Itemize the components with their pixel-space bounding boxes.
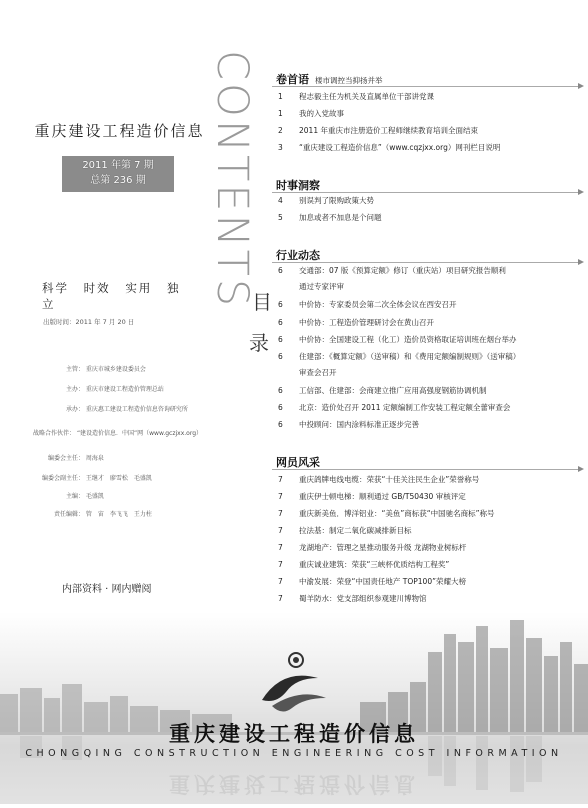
footer-english-title: CHONGQING CONSTRUCTION ENGINEERING COST INFORMATION	[25, 748, 563, 759]
toc-page: 6	[278, 352, 283, 361]
editor-row	[36, 491, 104, 500]
toc-title: 北京：造价处召开 2011 定额编制工作安装工程定额全蕾审查会	[299, 403, 511, 412]
toc-page: 6	[278, 300, 283, 309]
partner-key: 战略合作伙伴：	[33, 430, 76, 437]
toc-title: 重庆鸽牌电线电缆：荣获“十佳关注民生企业”荣誉称号	[299, 475, 480, 484]
editor-key: 主编：	[65, 493, 84, 500]
toc-title: 交通部：07 版《预算定额》修订（重庆站）项目研究报告顺利	[299, 266, 506, 275]
toc-title: 2011 年重庆市注册造价工程师继续教育培训全面结束	[299, 126, 478, 135]
toc-title: 龙湖地产：管理之星推动服务升级 龙湖物业树标杆	[299, 543, 467, 552]
toc-page: 7	[278, 526, 283, 535]
toc-title: 重庆伊士顿电梯：顺利通过 GB/T50430 审核评定	[299, 492, 466, 501]
section-heading	[276, 247, 320, 263]
masthead-value: 重庆市城乡建设委员会	[85, 366, 146, 373]
masthead-row	[60, 404, 188, 413]
toc-page: 2	[278, 126, 283, 135]
toc-title: 拉法基：制定二氧化碳减排新目标	[299, 526, 412, 535]
section-title: 网员风采	[276, 456, 320, 469]
toc-title: 中价协：全国建设工程（化工）造价员资格取证培训班在烟台举办	[299, 335, 517, 344]
section-subtitle: 楼市调控当抑扬并举	[315, 76, 383, 85]
toc-title: 工信部、住建部：会商建立推广应用高强度钢筋协调机制	[299, 386, 487, 395]
section-divider	[272, 262, 582, 263]
toc-page: 7	[278, 475, 283, 484]
masthead-key: 主办：	[65, 386, 84, 393]
partner-row	[33, 428, 202, 437]
toc-title: 中投顾问：国内涂料标准正逐步完善	[299, 420, 419, 429]
motto-word: 科学	[42, 281, 69, 295]
issue-badge	[62, 156, 174, 192]
contents-heading: CONTENTS	[207, 50, 257, 310]
editor-value: 管 宙 李飞飞 王力柱	[85, 511, 152, 518]
toc-title: 住建部：《概算定额》（送审稿）和《费用定额编制规则》（送审稿）	[299, 352, 521, 361]
mulu-char: 目	[252, 290, 272, 314]
section-divider	[272, 86, 582, 87]
editor-key: 编委会主任：	[47, 455, 84, 462]
toc-title: 加息或者不加息是个问题	[299, 213, 382, 222]
footer-title-reflection: 重庆建设工程造价信息	[169, 772, 419, 796]
toc-page: 4	[278, 196, 283, 205]
toc-page: 6	[278, 403, 283, 412]
editor-value: 王继才 廖雪松 毛盛凯	[85, 475, 152, 482]
motto	[42, 280, 192, 312]
section-title: 时事洞察	[276, 179, 320, 192]
masthead-key: 主管：	[65, 366, 84, 373]
magazine-title: 重庆建设工程造价信息	[34, 122, 205, 140]
toc-title-continued: 审查会召开	[299, 368, 337, 377]
section-divider	[272, 192, 582, 193]
masthead-value: 重庆市建设工程造价管理总站	[85, 386, 164, 393]
mulu-char: 录	[249, 331, 269, 355]
motto-word: 实用	[125, 281, 153, 295]
issue-number: 2011 年第 7 期	[82, 160, 154, 171]
toc-page: 6	[278, 266, 283, 275]
toc-page: 7	[278, 594, 283, 603]
footer-chinese-title: 重庆建设工程造价信息	[169, 722, 419, 746]
editor-value: 周海泉	[85, 455, 104, 462]
toc-page: 1	[278, 92, 283, 101]
partner-value: “建设造价信息．中国”网（www.gczjxx.org）	[76, 430, 203, 437]
toc-title: “重庆建设工程造价信息”（www.cqzjxx.org）网刊栏目说明	[299, 143, 501, 152]
toc-title: 程志毅主任为机关及直属单位干部讲党课	[299, 92, 434, 101]
masthead-key: 承办：	[65, 406, 84, 413]
section-title: 行业动态	[276, 249, 320, 262]
toc-title-continued: 通过专家评审	[299, 282, 344, 291]
toc-page: 7	[278, 509, 283, 518]
toc-page: 7	[278, 577, 283, 586]
publisher-logo-icon	[262, 653, 326, 712]
toc-page: 1	[278, 109, 283, 118]
masthead-value: 重庆惠工建设工程造价信息咨询研究所	[85, 406, 188, 413]
toc-page: 5	[278, 213, 283, 222]
motto-word: 时效	[83, 281, 111, 295]
editor-key: 编委会副主任：	[41, 475, 84, 482]
toc-title: 重庆新美鱼．博洋铝业：“美鱼”商标获“中国驰名商标”称号	[299, 509, 495, 518]
editor-key: 责任编辑：	[53, 511, 84, 518]
internal-circulation-note: 内部资料 · 网内赠阅	[62, 584, 152, 595]
toc-page: 3	[278, 143, 283, 152]
toc-page: 6	[278, 386, 283, 395]
toc-page: 7	[278, 492, 283, 501]
editor-value: 毛盛凯	[85, 493, 104, 500]
toc-title: 重庆诚业建筑：荣获“三峡杯优质结构工程奖”	[299, 560, 450, 569]
masthead-row	[60, 364, 146, 373]
toc-title: 我的入党故事	[299, 109, 344, 118]
toc-page: 7	[278, 543, 283, 552]
section-divider	[272, 469, 582, 470]
toc-title: 别误判了限购政策大势	[299, 196, 374, 205]
toc-title: 中价协：工程造价管理研讨会在黄山召开	[299, 318, 434, 327]
motto-word: 独立	[42, 281, 181, 311]
masthead-row	[60, 384, 164, 393]
section-heading	[276, 71, 383, 87]
toc-title: 中价协：专家委员会第二次全体会议在西安召开	[299, 300, 457, 309]
toc-page: 7	[278, 560, 283, 569]
toc-title: 中渝发展：荣登“中国责任地产 TOP100”荣耀大榜	[299, 577, 466, 586]
publication-date: 出版时间：2011 年 7 月 20 日	[43, 318, 135, 326]
toc-title: 蜀羊防水：党支部组织参观建川博物馆	[299, 594, 427, 603]
section-heading	[276, 177, 320, 193]
toc-page: 6	[278, 420, 283, 429]
section-heading	[276, 454, 320, 470]
editor-row	[36, 509, 152, 518]
total-issue-number: 总第 236 期	[90, 175, 146, 186]
toc-page: 6	[278, 335, 283, 344]
section-title: 卷首语	[276, 73, 309, 86]
toc-page: 6	[278, 318, 283, 327]
editor-row	[36, 473, 152, 482]
editor-row	[36, 453, 104, 462]
